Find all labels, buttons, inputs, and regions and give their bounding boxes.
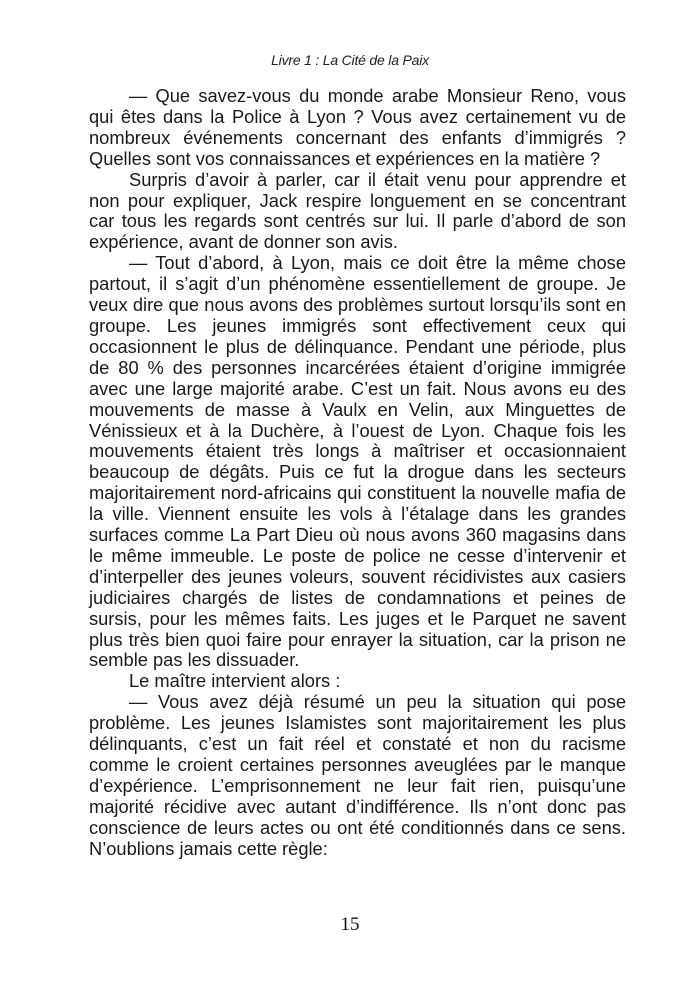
running-header: Livre 1 : La Cité de la Paix [271, 52, 429, 68]
paragraph: — Que savez-vous du monde arabe Monsieur Reno, vous qui êtes dans la Police à Lyon ? Vous avez certainement vu de nombreux événements concernant des enfants d’immigrés ? Quelles sont vos connaissances et expériences en la matière ? [89, 85, 626, 169]
page-body [89, 86, 626, 860]
paragraph: Le maître intervient alors : [129, 670, 341, 692]
paragraph: — Vous avez déjà résumé un peu la situation qui pose problème. Les jeunes Islamistes sont majoritairement les plus délinquants, c’est un fait réel et constaté et non du racisme comme le croient certaines personnes aveuglées par le manque d’expérience. L’emprisonnement ne leur fait rien, puisqu’une majorité récidive avec autant d’indifférence. Ils n’ont donc pas conscience de leurs actes ou ont été conditionnés dans ce sens. N’oublions jamais cette règle: [89, 691, 626, 859]
paragraph: Surpris d’avoir à parler, car il était venu pour apprendre et non pour expliquer, Jack respire longuement en se concentrant car tous les regards sont centrés sur lui. Il parle d’abord de son expérience, avant de donner son avis. [89, 168, 626, 253]
page-number: 15 [340, 914, 360, 935]
paragraph: — Tout d’abord, à Lyon, mais ce doit être la même chose partout, il s’agit d’un phénomène essentiellement de groupe. Je veux dire que nous avons des problèmes surtout lorsqu’ils sont en groupe. Les jeunes immigrés sont effectivement ceux qui occasionnent le plus de délinquance. Pendant une période, plus de 80 % des personnes incarcérées étaient d’origine immigrée avec une large majorité arabe. C’est un fait. Nous avons eu des mouvements de masse à Vaulx en Velin, aux Minguettes de Vénissieux et à la Duchère, à l’ouest de Lyon. Chaque fois les mouvements étaient très longs à maîtriser et occasionnaient beaucoup de dégâts. Puis ce fut la drogue dans les secteurs majoritairement nord-africains qui constituent la nouvelle mafia de la ville. Viennent ensuite les vols à l’étalage dans les grandes surfaces comme La Part Dieu où nous avons 360 magasins dans le même immeuble. Le poste de police ne cesse d’intervenir et d’interpeller des jeunes voleurs, souvent récidivistes aux casiers judiciaires chargés de listes de condamnations et peines de sursis, pour les mêmes faits. Les juges et le Parquet ne savent plus très bien quoi faire pour enrayer la situation, car la prison ne semble pas les dissuader. [89, 252, 626, 671]
